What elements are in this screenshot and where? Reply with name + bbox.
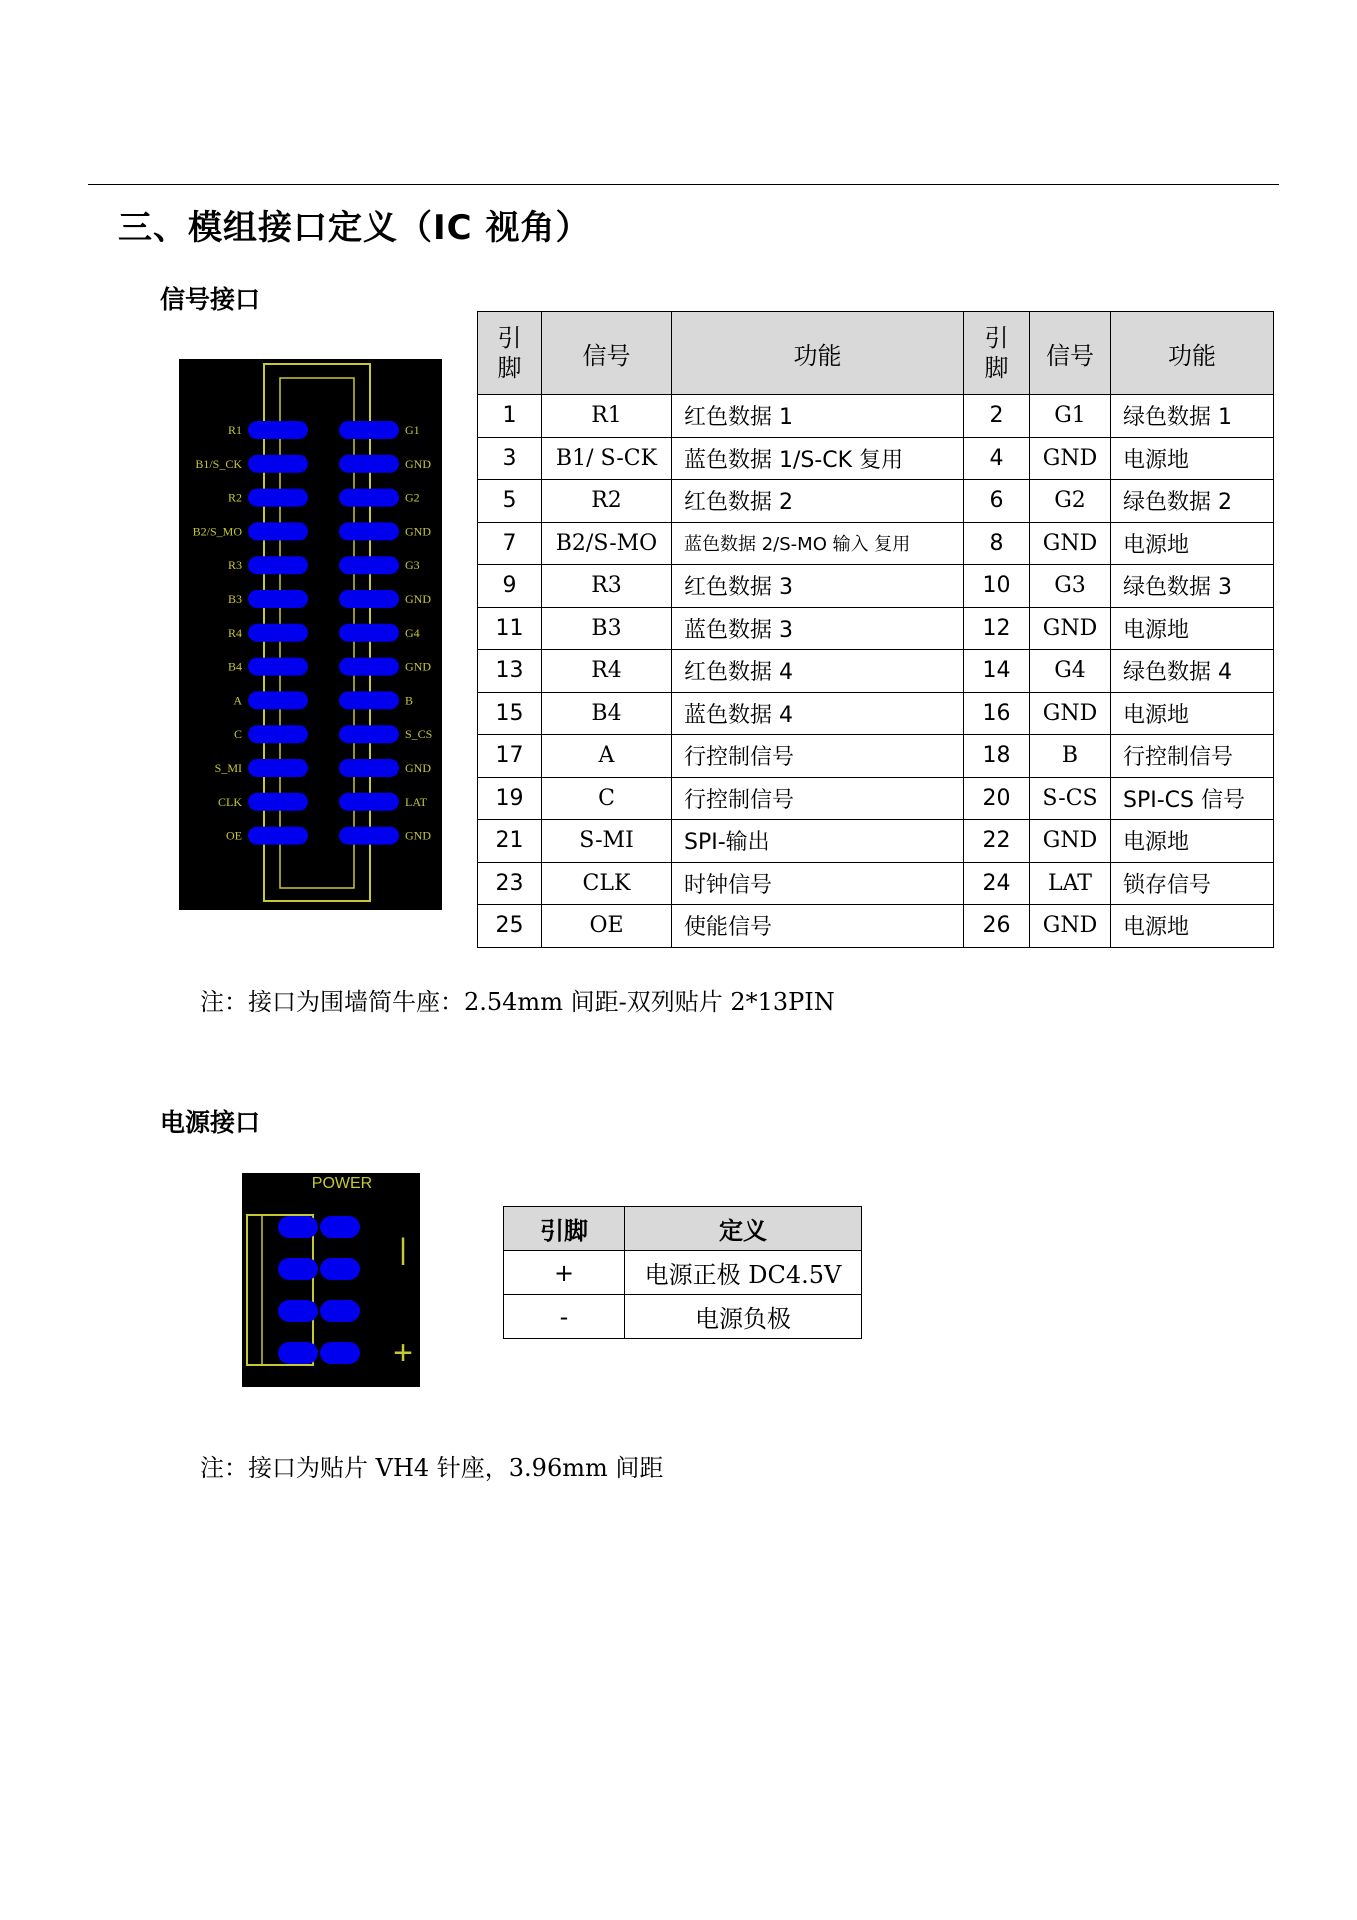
pin-label-right: G4 [405, 625, 420, 640]
cell-function: 电源地 [1111, 607, 1274, 650]
cell-signal: B3 [542, 607, 672, 650]
cell-pin: 24 [964, 862, 1030, 905]
power-pad [278, 1300, 318, 1322]
power-connector-image [242, 1173, 420, 1387]
pin-label-right: G2 [405, 490, 420, 505]
pin-label-right: G1 [405, 423, 420, 437]
header-function-2: 功能 [1111, 312, 1274, 395]
pin-label-left: B1/S_CK [195, 456, 242, 471]
header-pin-2: 引 脚 [964, 312, 1030, 395]
cell-pin: 22 [964, 820, 1030, 863]
power-pad [320, 1258, 360, 1280]
pin-pad [339, 590, 399, 608]
power-pad [320, 1342, 360, 1364]
cell-pin: 11 [478, 607, 542, 650]
cell-function: 蓝色数据 4 [672, 692, 964, 735]
power-pads [278, 1216, 360, 1364]
pin-pad [248, 793, 308, 811]
pin-pad [339, 455, 399, 473]
signal-note: 注：接口为围墙简牛座：2.54mm 间距-双列贴片 2*13PIN [200, 988, 835, 1016]
pin-label-right: GND [405, 828, 431, 843]
pin-label-left: OE [226, 828, 242, 843]
power-label: POWER [311, 1175, 373, 1192]
table-header-row [504, 1207, 862, 1251]
pin-pad [248, 556, 308, 574]
pin-label-left: S_MI [214, 761, 242, 775]
pin-pad [339, 421, 399, 439]
pin-label-right: GND [405, 456, 431, 471]
cell-pin: 18 [964, 735, 1030, 778]
table-row [504, 1295, 862, 1339]
pin-label-left: B3 [227, 592, 242, 606]
cell-pin: 25 [478, 905, 542, 948]
header-signal: 信号 [542, 312, 672, 395]
pin-pad [248, 759, 308, 777]
cell-signal: S-MI [542, 820, 672, 863]
cell-signal: LAT [1030, 862, 1111, 905]
power-section-title: 电源接口 [160, 1108, 261, 1137]
pin-label-left: C [233, 727, 242, 742]
pin-label-right: S_CS [405, 727, 433, 742]
cell-pin: 19 [478, 777, 542, 820]
cell-pin: 8 [964, 522, 1030, 565]
cell-signal: R2 [542, 480, 672, 523]
cell-function: 红色数据 3 [672, 565, 964, 608]
cell-function: 蓝色数据 1/S-CK 复用 [672, 437, 964, 480]
cell-definition: 电源正极 DC4.5V [625, 1251, 862, 1295]
cell-function: 红色数据 1 [672, 395, 964, 438]
cell-pin: 9 [478, 565, 542, 608]
cell-function: 电源地 [1111, 522, 1274, 565]
cell-signal: G2 [1030, 480, 1111, 523]
cell-pin: 6 [964, 480, 1030, 523]
cell-function: 时钟信号 [672, 862, 964, 905]
power-pin-table [503, 1206, 862, 1339]
cell-signal: GND [1030, 522, 1111, 565]
table-row [478, 905, 1274, 948]
power-pad [278, 1342, 318, 1364]
pin-pad [339, 658, 399, 676]
header-pin: 引脚 [504, 1207, 625, 1251]
pin-label-left: R3 [227, 558, 242, 573]
cell-pin: 10 [964, 565, 1030, 608]
cell-pin: 3 [478, 437, 542, 480]
cell-function: 红色数据 4 [672, 650, 964, 693]
cell-signal: CLK [542, 862, 672, 905]
cell-function: 锁存信号 [1111, 862, 1274, 905]
signal-connector-drawing [179, 359, 442, 910]
pin-label-right: GND [405, 659, 431, 674]
pin-pad [339, 624, 399, 642]
cell-signal: OE [542, 905, 672, 948]
cell-pin: 15 [478, 692, 542, 735]
table-row [478, 820, 1274, 863]
pin-pad [339, 827, 399, 845]
cell-signal: B2/S-MO [542, 522, 672, 565]
cell-signal: G3 [1030, 565, 1111, 608]
cell-function: 绿色数据 3 [1111, 565, 1274, 608]
cell-pin: 12 [964, 607, 1030, 650]
pin-pad [248, 624, 308, 642]
header-function: 功能 [672, 312, 964, 395]
table-row [478, 565, 1274, 608]
table-row [478, 777, 1274, 820]
pin-label-left: R1 [227, 423, 242, 437]
cell-pin: 5 [478, 480, 542, 523]
cell-definition: 电源负极 [625, 1295, 862, 1339]
pin-label-right: GND [405, 524, 431, 539]
pin-pad [339, 489, 399, 507]
power-pad [278, 1258, 318, 1280]
cell-function: 行控制信号 [1111, 735, 1274, 778]
cell-pin: 1 [478, 395, 542, 438]
pin-label-left: R2 [227, 490, 242, 505]
table-row [478, 607, 1274, 650]
table-row [478, 735, 1274, 778]
cell-function: 电源地 [1111, 905, 1274, 948]
pin-pad [248, 522, 308, 540]
cell-function: 绿色数据 1 [1111, 395, 1274, 438]
cell-function: 绿色数据 4 [1111, 650, 1274, 693]
pin-label-left: CLK [218, 794, 242, 809]
table-row [478, 395, 1274, 438]
cell-signal: C [542, 777, 672, 820]
pin-pad [339, 793, 399, 811]
power-pad [320, 1300, 360, 1322]
cell-signal: G1 [1030, 395, 1111, 438]
pin-label-right: LAT [405, 794, 427, 809]
cell-function: 行控制信号 [672, 735, 964, 778]
cell-signal: B1/ S-CK [542, 437, 672, 480]
cell-signal: GND [1030, 607, 1111, 650]
cell-pin: 17 [478, 735, 542, 778]
pin-pad [339, 725, 399, 743]
signal-section-title: 信号接口 [160, 285, 261, 314]
cell-signal: S-CS [1030, 777, 1111, 820]
cell-function: 绿色数据 2 [1111, 480, 1274, 523]
cell-signal: B4 [542, 692, 672, 735]
pin-pad [339, 759, 399, 777]
pin-pad [248, 691, 308, 709]
table-row [478, 650, 1274, 693]
cell-signal: R4 [542, 650, 672, 693]
cell-pin: 7 [478, 522, 542, 565]
pin-label-right: GND [405, 592, 431, 606]
table-header-row [478, 312, 1274, 395]
cell-pin: 23 [478, 862, 542, 905]
cell-function: SPI-输出 [672, 820, 964, 863]
cell-pin: 16 [964, 692, 1030, 735]
cell-pin: 2 [964, 395, 1030, 438]
pin-pad [248, 658, 308, 676]
pin-pad [339, 691, 399, 709]
pin-pad [339, 556, 399, 574]
cell-pin: 20 [964, 777, 1030, 820]
cell-pin: 21 [478, 820, 542, 863]
table-row [478, 522, 1274, 565]
cell-function: SPI-CS 信号 [1111, 777, 1274, 820]
header-pin: 引 脚 [478, 312, 542, 395]
cell-pin: 26 [964, 905, 1030, 948]
pin-label-right: B [405, 693, 414, 708]
power-pad [278, 1216, 318, 1238]
cell-signal: R3 [542, 565, 672, 608]
power-plus-mark: + [393, 1334, 413, 1372]
signal-connector-image [179, 359, 442, 910]
cell-signal: GND [1030, 437, 1111, 480]
header-definition: 定义 [625, 1207, 862, 1251]
header-signal-2: 信号 [1030, 312, 1111, 395]
pin-label-left: B4 [227, 659, 242, 674]
table-row [478, 692, 1274, 735]
table-row [504, 1251, 862, 1295]
cell-signal: G4 [1030, 650, 1111, 693]
pin-label-left: A [233, 693, 242, 708]
cell-function: 行控制信号 [672, 777, 964, 820]
table-row [478, 437, 1274, 480]
pin-label-left: R4 [227, 625, 242, 640]
cell-pin: 4 [964, 437, 1030, 480]
cell-pin: + [504, 1251, 625, 1295]
cell-function: 使能信号 [672, 905, 964, 948]
cell-pin: - [504, 1295, 625, 1339]
cell-function: 电源地 [1111, 820, 1274, 863]
cell-signal: GND [1030, 905, 1111, 948]
cell-signal: GND [1030, 820, 1111, 863]
cell-pin: 14 [964, 650, 1030, 693]
pin-pad [248, 725, 308, 743]
pin-pad [339, 522, 399, 540]
cell-function: 蓝色数据 3 [672, 607, 964, 650]
power-minus-mark: | [399, 1233, 407, 1266]
cell-signal: R1 [542, 395, 672, 438]
pin-label-right: GND [405, 761, 431, 775]
cell-signal: A [542, 735, 672, 778]
pin-pad [248, 455, 308, 473]
pin-pad [248, 489, 308, 507]
cell-pin: 13 [478, 650, 542, 693]
cell-function: 电源地 [1111, 692, 1274, 735]
cell-function: 电源地 [1111, 437, 1274, 480]
pin-label-right: G3 [405, 558, 420, 573]
power-note: 注：接口为贴片 VH4 针座，3.96mm 间距 [200, 1454, 664, 1482]
table-row [478, 862, 1274, 905]
section-heading: 三、模组接口定义（IC 视角） [118, 208, 591, 248]
pin-pad [248, 827, 308, 845]
cell-function: 红色数据 2 [672, 480, 964, 523]
cell-signal: GND [1030, 692, 1111, 735]
pin-pad [248, 590, 308, 608]
signal-pin-table [477, 311, 1274, 948]
power-pad [320, 1216, 360, 1238]
top-rule [88, 184, 1279, 185]
cell-function: 蓝色数据 2/S-MO 输入 复用 [672, 522, 964, 565]
pin-label-left: B2/S_MO [192, 524, 242, 539]
table-row [478, 480, 1274, 523]
cell-signal: B [1030, 735, 1111, 778]
power-connector-drawing [242, 1173, 420, 1387]
pin-pad [248, 421, 308, 439]
